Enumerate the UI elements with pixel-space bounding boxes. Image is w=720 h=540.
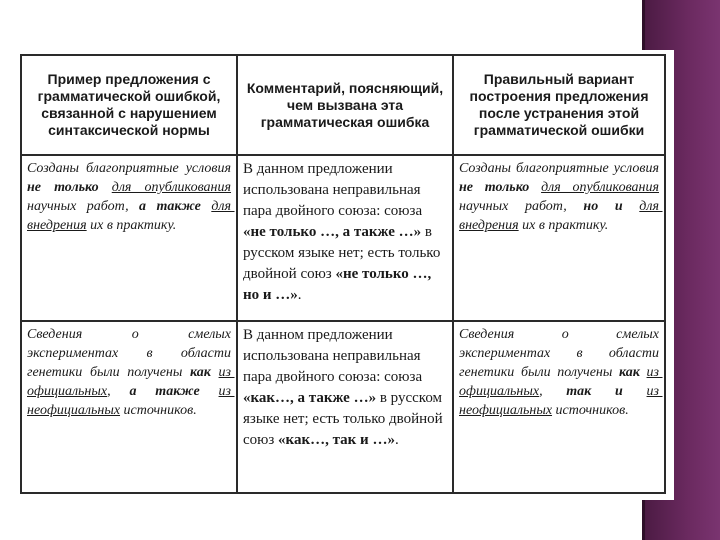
conjunction-text: «как…, так и …» <box>278 432 395 448</box>
sentence-text: источников. <box>552 403 629 418</box>
sentence-text <box>529 180 541 195</box>
conjunction-text: не только <box>27 180 99 195</box>
sentence-text <box>623 384 647 399</box>
table-row <box>21 155 665 321</box>
sentence-text: их в практику. <box>518 218 609 233</box>
conjunction-text: а также <box>139 199 201 214</box>
sentence-text: Сведения о смелых экспериментах в области генетики были получены <box>27 327 235 380</box>
sentence-text <box>623 199 640 214</box>
conjunction-text: «не только …, но и …» <box>243 266 436 303</box>
header-comment: Комментарий, поясняющий, чем вызвана эта грамматическая ошибка <box>237 55 453 155</box>
example-cell <box>21 155 237 321</box>
sentence-text <box>211 365 219 380</box>
comment-cell <box>237 321 453 493</box>
sentence-text: В данном предложении использована неправильная пара двойного союза: союза <box>243 327 426 385</box>
sentence-text: Созданы благоприятные условия <box>27 161 235 176</box>
table-row <box>21 321 665 493</box>
underlined-phrase: для внедрения <box>27 199 235 233</box>
sentence-text: Созданы благоприятные условия <box>459 161 663 176</box>
sentence-text: научных работ, <box>27 180 235 214</box>
conjunction-text: «не только …, а также …» <box>243 224 422 240</box>
underlined-phrase: для внедрения <box>459 199 663 233</box>
table-header-row <box>21 55 665 155</box>
underlined-phrase: из неофициальных <box>27 384 235 418</box>
sentence-text: в русском языке нет; есть только двойной союз <box>243 224 445 282</box>
sentence-text <box>200 384 219 399</box>
sentence-text: . <box>394 432 399 448</box>
underlined-phrase: из неофициальных <box>459 384 663 418</box>
sentence-text: источников. <box>120 403 197 418</box>
sentence-text: их в практику. <box>86 218 177 233</box>
underlined-phrase: для опубликования <box>111 180 232 195</box>
sentence-text: , <box>539 384 567 399</box>
underlined-phrase: из официальных <box>459 365 663 399</box>
corrected-cell <box>453 155 665 321</box>
comment-cell <box>237 155 453 321</box>
sentence-text <box>201 199 211 214</box>
header-correct-variant: Правильный вариант построения предложения после устранения этой грамматической ошибки <box>453 55 665 155</box>
conjunction-text: как <box>190 365 211 380</box>
sentence-text <box>640 365 647 380</box>
sentence-text: в русском языке нет; есть только двойной союз <box>243 390 447 448</box>
underlined-phrase: для опубликования <box>541 180 659 195</box>
conjunction-text: не только <box>459 180 530 195</box>
conjunction-text: а также <box>129 384 200 399</box>
underlined-phrase: из официальных <box>27 365 235 399</box>
sentence-text: . <box>297 287 302 303</box>
sentence-text: Сведения о смелых экспериментах в области генетики были получены <box>459 327 663 380</box>
header-example: Пример предложения с грамматической ошибкой, связанной с нарушением синтаксической нормы <box>21 55 237 155</box>
syntax-errors-table <box>20 54 666 494</box>
conjunction-text: «как…, а также …» <box>243 390 377 406</box>
conjunction-text: как <box>619 365 640 380</box>
conjunction-text: так и <box>566 384 623 399</box>
example-cell <box>21 321 237 493</box>
sentence-text <box>99 180 112 195</box>
sentence-text: , <box>107 384 130 399</box>
corrected-cell <box>453 321 665 493</box>
sentence-text: В данном предложении использована неправильная пара двойного союза: союза <box>243 161 426 219</box>
conjunction-text: но и <box>583 199 623 214</box>
sentence-text: научных работ, <box>459 180 663 214</box>
